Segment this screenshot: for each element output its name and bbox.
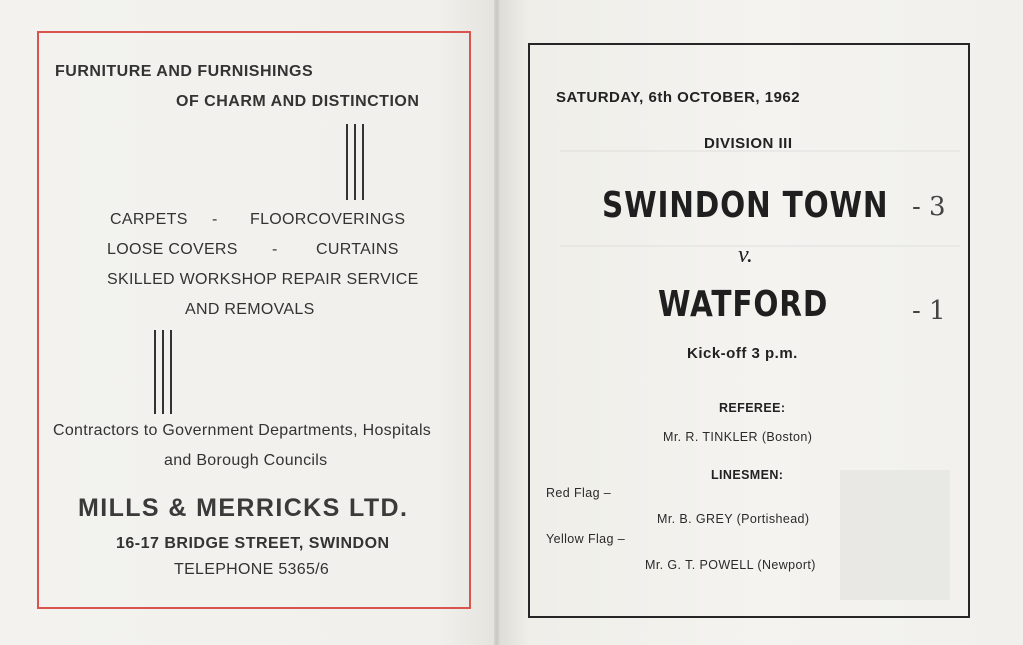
service-floorcoverings: FLOORCOVERINGS — [250, 211, 406, 228]
red-flag-linesman: Mr. B. GREY (Portishead) — [657, 512, 810, 526]
company-telephone: TELEPHONE 5365/6 — [174, 561, 330, 578]
service-dash-1: - — [212, 211, 218, 228]
contractors-line-2: and Borough Councils — [164, 452, 328, 469]
company-address: 16-17 BRIDGE STREET, SWINDON — [116, 535, 390, 552]
contractors-line-1: Contractors to Government Departments, Hospitals — [53, 422, 432, 439]
home-score: - 3 — [912, 192, 946, 222]
versus-label: v. — [738, 242, 753, 268]
home-team: SWINDON TOWN — [602, 185, 889, 226]
away-score: - 1 — [912, 296, 946, 326]
match-date: SATURDAY, 6th OCTOBER, 1962 — [556, 89, 801, 106]
referee-label: REFEREE: — [719, 401, 786, 415]
headline-line-1: FURNITURE AND FURNISHINGS — [55, 63, 314, 80]
service-dash-2: - — [272, 241, 278, 258]
yellow-flag-linesman: Mr. G. T. POWELL (Newport) — [645, 558, 816, 572]
kickoff-time: Kick-off 3 p.m. — [687, 345, 798, 362]
red-flag-label: Red Flag – — [546, 486, 612, 500]
away-team: WATFORD — [658, 284, 829, 325]
service-removals: AND REMOVALS — [185, 301, 315, 318]
yellow-flag-label: Yellow Flag – — [546, 532, 626, 546]
book-spine — [494, 0, 500, 645]
service-workshop: SKILLED WORKSHOP REPAIR SERVICE — [107, 271, 419, 288]
service-carpets: CARPETS — [110, 211, 188, 228]
service-loose-covers: LOOSE COVERS — [107, 241, 238, 258]
decorative-bars-top — [346, 124, 370, 200]
decorative-bars-bottom — [154, 330, 178, 414]
company-name: MILLS & MERRICKS LTD. — [78, 494, 409, 522]
division-label: DIVISION III — [704, 135, 793, 152]
service-curtains: CURTAINS — [316, 241, 399, 258]
linesmen-label: LINESMEN: — [711, 468, 784, 482]
referee-name: Mr. R. TINKLER (Boston) — [663, 430, 813, 444]
headline-line-2: OF CHARM AND DISTINCTION — [176, 93, 420, 110]
